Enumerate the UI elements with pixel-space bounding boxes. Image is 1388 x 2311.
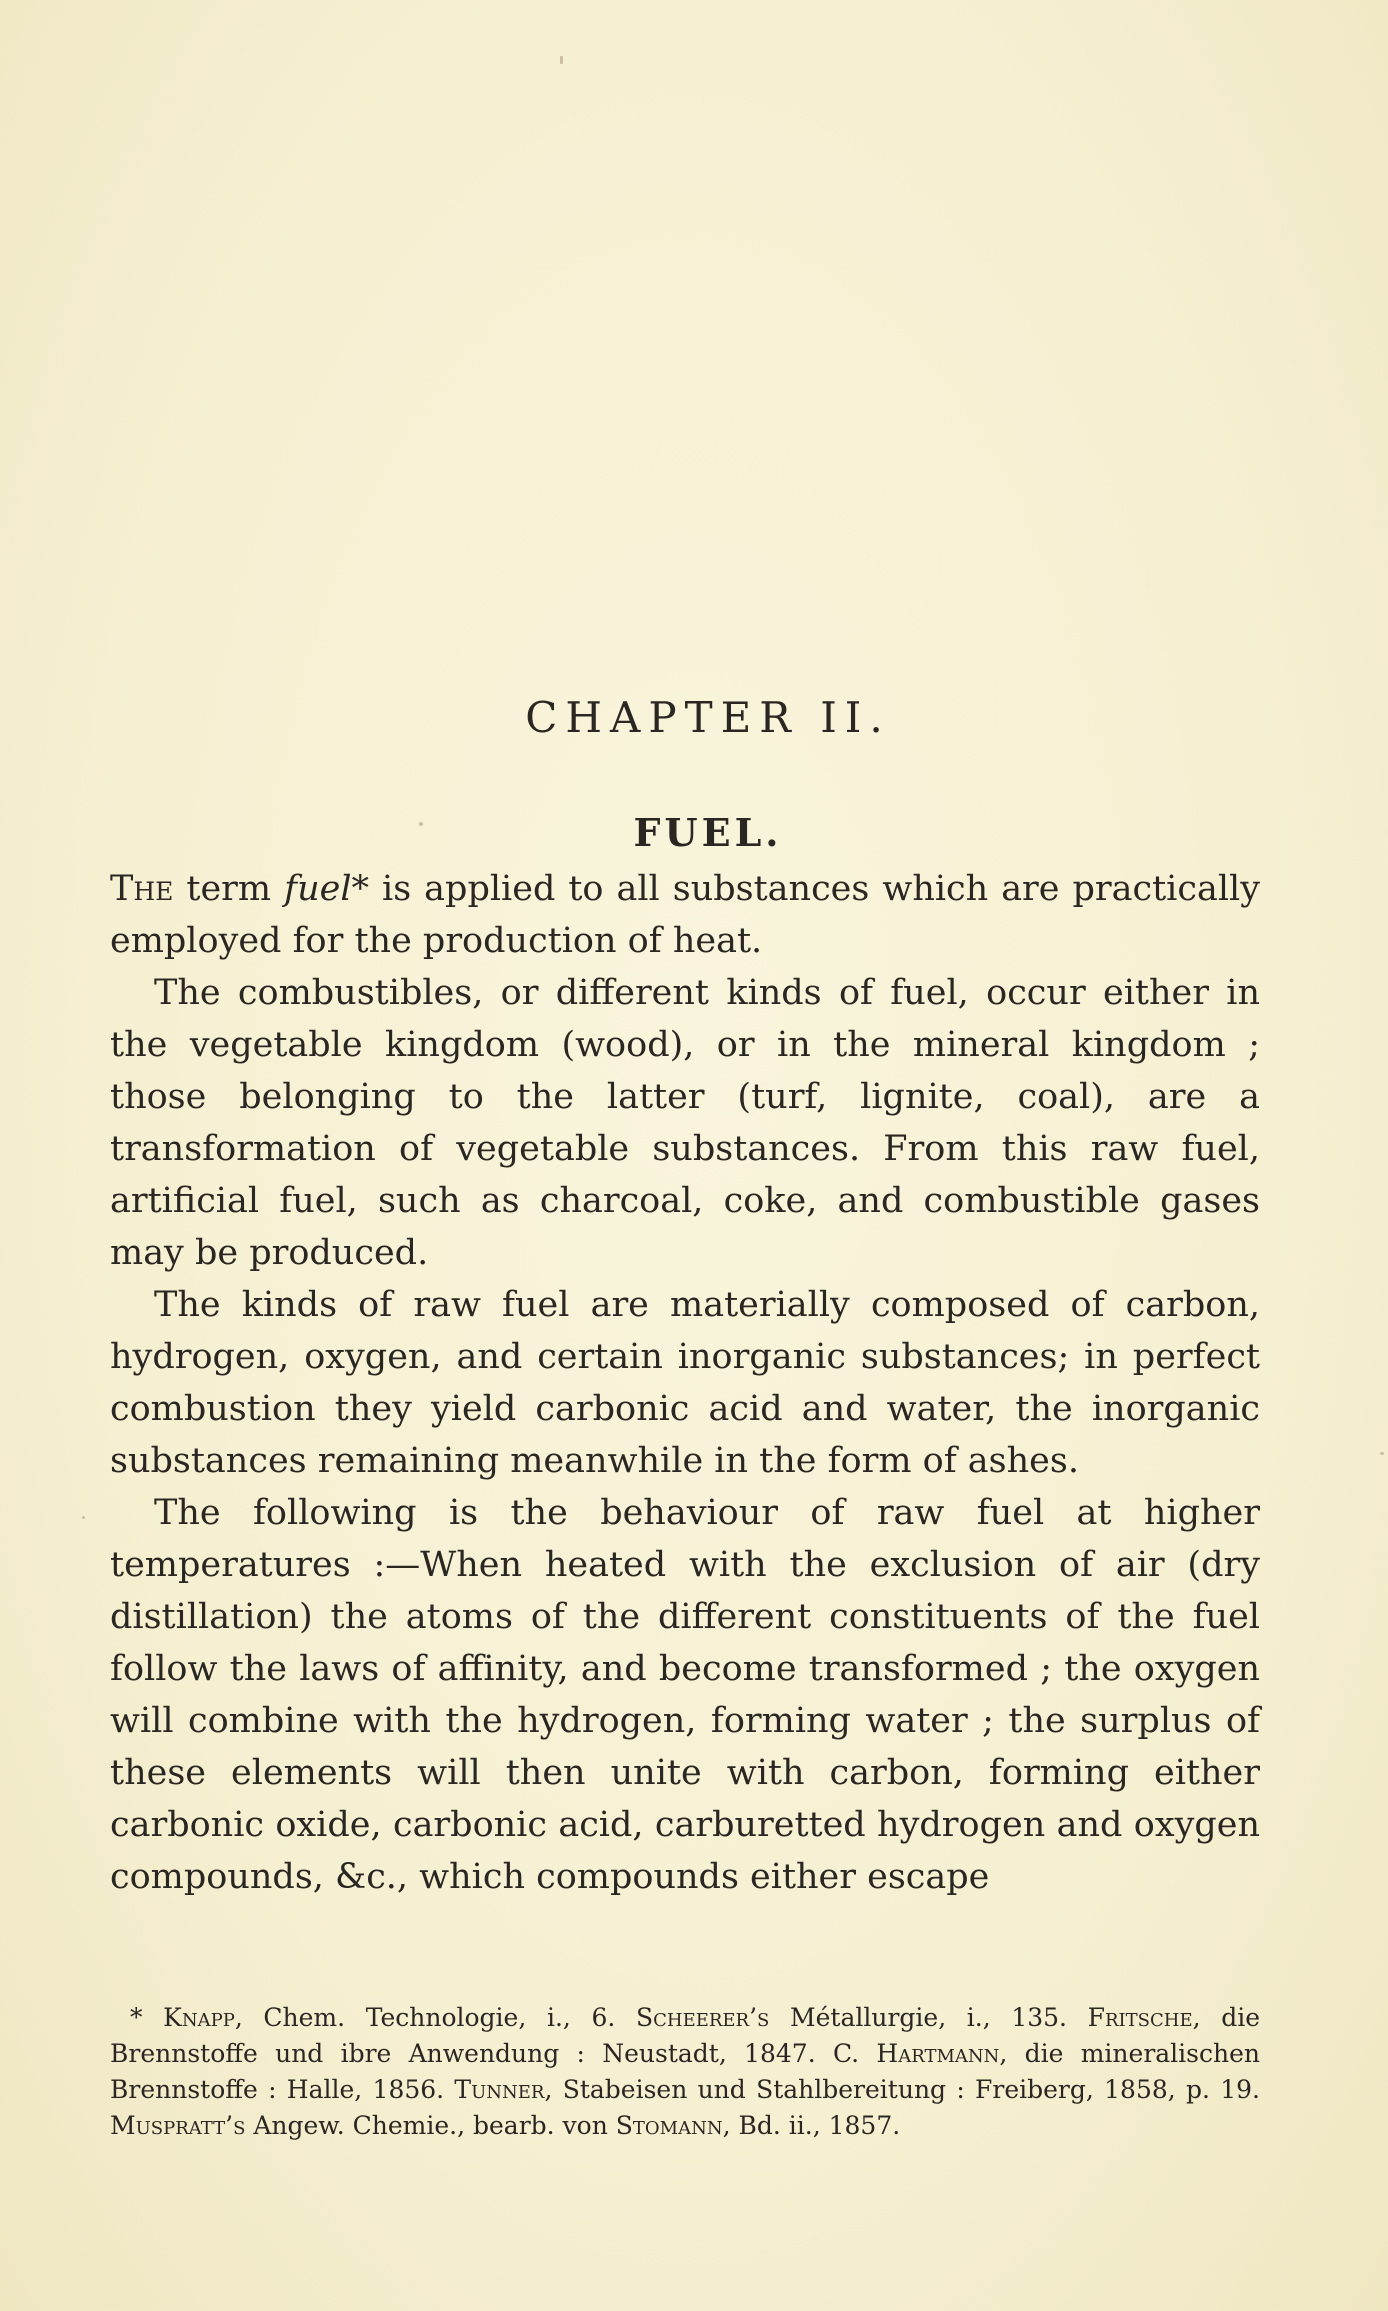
paragraph-1: The term fuel* is applied to all substances which are practically employed for the production of heat. bbox=[110, 869, 1260, 961]
paragraph-lead-word: The bbox=[110, 869, 174, 909]
body-text bbox=[110, 863, 1260, 1903]
paper-speck bbox=[82, 1516, 85, 1519]
footnote bbox=[110, 2000, 1260, 2144]
chapter-title: CHAPTER II. bbox=[525, 693, 891, 743]
section-heading: FUEL. bbox=[633, 809, 783, 855]
paper-speck bbox=[1380, 1452, 1384, 1455]
footnote-text: * Knapp, Chem. Technologie, i., 6. Scheerer’s Métallurgie, i., 135. Fritsche, die Brennstoffe und ibre Anwendung : Neustadt, 1847. C. Hartmann, die mineralischen Brennstoffe : Halle, 1856. Tunner, Stabeisen und Stahlbereitung : Freiberg, 1858, p. 19. Muspratt’s Angew. Chemie., bearb. von Stomann, Bd. ii., 1857. bbox=[110, 2003, 1261, 2140]
show-through-bleed bbox=[90, 120, 1290, 540]
paragraph-3: The kinds of raw fuel are materially composed of carbon, hydrogen, oxygen, and certain inorganic substances; in perfect combustion they yield carbonic acid and water, the inorganic substances remaining meanwhile in the form of ashes. bbox=[110, 1285, 1260, 1481]
footnote-marker: * bbox=[130, 2003, 164, 2032]
paper-speck bbox=[560, 56, 563, 64]
paragraph-2: The combustibles, or different kinds of fuel, occur either in the vegetable kingdom (wood), or in the mineral kingdom ; those belonging to the latter (turf, lignite, coal), are a transformation of vegetable substances. From this raw fuel, artificial fuel, such as charcoal, coke, and combustible gases may be produced. bbox=[110, 973, 1260, 1273]
term-fuel: fuel* bbox=[284, 869, 370, 909]
paragraph-4: The following is the behaviour of raw fuel at higher temperatures :—When heated with the exclusion of air (dry distillation) the atoms of the different constituents of the fuel follow the laws of affinity, and become transformed ; the oxygen will combine with the hydrogen, forming water ; the surplus of these elements will then unite with carbon, forming either carbonic oxide, carbonic acid, carburetted hydrogen and oxygen compounds, &c., which compounds either escape bbox=[110, 1493, 1260, 1897]
